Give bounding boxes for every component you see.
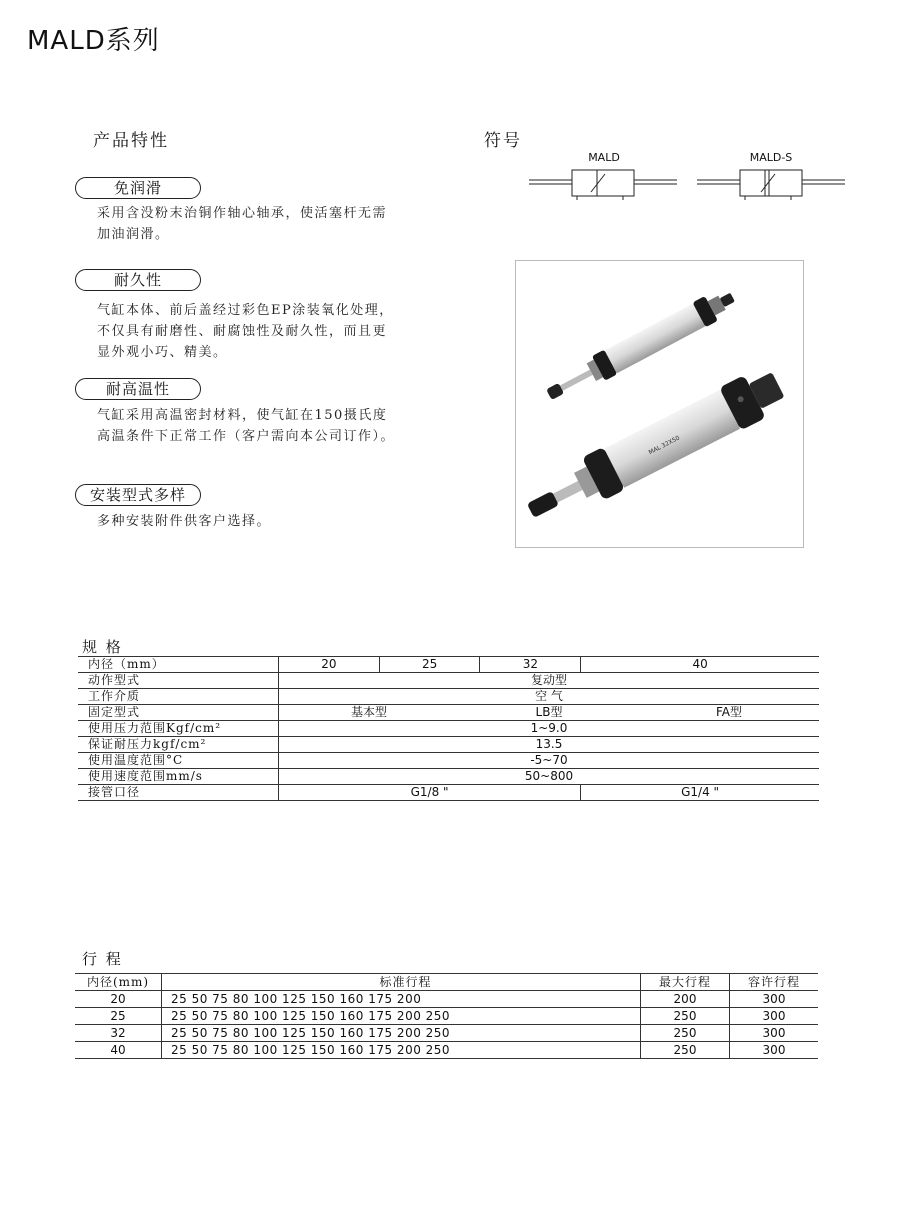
feature-text-durability: 气缸本体、前后盖经过彩色EP涂装氧化处理，不仅具有耐磨性、耐腐蚀性及耐久性，而且更显外观小巧、精美。 bbox=[97, 303, 394, 360]
stroke-standard: 25 50 75 80 100 125 150 160 175 200 250 bbox=[162, 1008, 641, 1025]
stroke-allowable: 300 bbox=[730, 1042, 819, 1059]
spec-bore-cell: 32 bbox=[480, 657, 581, 673]
feature-text-heat-resistance: 气缸采用高温密封材料，使气缸在150摄氏度高温条件下正常工作（客户需向本公司订作）。 bbox=[97, 408, 396, 444]
spec-label: 内径（mm） bbox=[78, 657, 279, 673]
symbols-heading: 符号 bbox=[484, 131, 522, 151]
spec-heading: 规 格 bbox=[82, 638, 123, 656]
table-row bbox=[78, 657, 819, 673]
table-row bbox=[78, 689, 819, 705]
spec-value: FA型 bbox=[715, 705, 742, 719]
stroke-bore: 32 bbox=[75, 1025, 162, 1042]
stroke-allowable: 300 bbox=[730, 1008, 819, 1025]
feature-title-heat-resistance: 耐高温性 bbox=[75, 378, 201, 400]
spec-value: 50~800 bbox=[279, 769, 820, 785]
mald-symbol-diagram bbox=[525, 164, 685, 204]
table-row bbox=[78, 673, 819, 689]
spec-value: -5~70 bbox=[279, 753, 820, 769]
stroke-max: 200 bbox=[641, 991, 730, 1008]
page-title: MALD系列 bbox=[27, 26, 160, 56]
spec-label: 动作型式 bbox=[78, 673, 279, 689]
cylinder-label: MAL 32X50 bbox=[647, 434, 681, 457]
spec-label: 保证耐压力kgf/cm² bbox=[78, 737, 279, 753]
stroke-bore: 20 bbox=[75, 991, 162, 1008]
table-row bbox=[75, 1008, 818, 1025]
feature-title-lubrication-free: 免润滑 bbox=[75, 177, 201, 199]
stroke-bore: 40 bbox=[75, 1042, 162, 1059]
spec-table bbox=[78, 656, 819, 801]
mald-s-symbol-diagram bbox=[693, 164, 853, 204]
stroke-header: 内径(mm) bbox=[75, 974, 162, 991]
table-row bbox=[78, 721, 819, 737]
spec-value: LB型 bbox=[535, 705, 563, 719]
symbol-label-mald-s: MALD-S bbox=[749, 151, 793, 164]
table-row bbox=[78, 737, 819, 753]
stroke-max: 250 bbox=[641, 1042, 730, 1059]
stroke-header: 标准行程 bbox=[162, 974, 641, 991]
table-row bbox=[78, 753, 819, 769]
table-row bbox=[78, 769, 819, 785]
table-row bbox=[75, 1025, 818, 1042]
table-row bbox=[75, 991, 818, 1008]
spec-value: G1/4 " bbox=[581, 785, 819, 801]
spec-value: 基本型 bbox=[350, 705, 387, 719]
spec-bore-cell: 40 bbox=[581, 657, 819, 673]
spec-value: G1/8 " bbox=[279, 785, 581, 801]
feature-title-durability: 耐久性 bbox=[75, 269, 201, 291]
symbol-label-mald: MALD bbox=[588, 151, 620, 164]
product-photo bbox=[515, 260, 804, 548]
table-row bbox=[75, 974, 818, 991]
stroke-bore: 25 bbox=[75, 1008, 162, 1025]
spec-bore-cell: 20 bbox=[279, 657, 380, 673]
feature-title-mounting: 安装型式多样 bbox=[75, 484, 201, 506]
stroke-standard: 25 50 75 80 100 125 150 160 175 200 bbox=[162, 991, 641, 1008]
stroke-allowable: 300 bbox=[730, 991, 819, 1008]
spec-label: 使用压力范围Kgf/cm² bbox=[78, 721, 279, 737]
stroke-max: 250 bbox=[641, 1008, 730, 1025]
spec-value: 1~9.0 bbox=[279, 721, 820, 737]
table-row bbox=[75, 1042, 818, 1059]
features-heading: 产品特性 bbox=[93, 131, 169, 151]
stroke-allowable: 300 bbox=[730, 1025, 819, 1042]
spec-bore-cell: 25 bbox=[379, 657, 480, 673]
spec-label: 工作介质 bbox=[78, 689, 279, 705]
table-row bbox=[78, 785, 819, 801]
stroke-heading: 行 程 bbox=[82, 950, 123, 968]
stroke-header: 最大行程 bbox=[641, 974, 730, 991]
spec-mount-cell bbox=[279, 705, 820, 721]
stroke-table bbox=[75, 973, 818, 1059]
spec-value: 复动型 bbox=[279, 673, 820, 689]
spec-value: 13.5 bbox=[279, 737, 820, 753]
spec-label: 接管口径 bbox=[78, 785, 279, 801]
stroke-max: 250 bbox=[641, 1025, 730, 1042]
table-row bbox=[78, 705, 819, 721]
spec-label: 固定型式 bbox=[78, 705, 279, 721]
stroke-header: 容许行程 bbox=[730, 974, 819, 991]
stroke-standard: 25 50 75 80 100 125 150 160 175 200 250 bbox=[162, 1025, 641, 1042]
feature-text-lubrication-free: 采用含没粉末治铜作轴心轴承，使活塞杆无需加油润滑。 bbox=[97, 206, 388, 242]
spec-label: 使用温度范围°C bbox=[78, 753, 279, 769]
spec-value: 空 气 bbox=[279, 689, 820, 705]
cylinder-illustration bbox=[516, 261, 803, 547]
feature-text-mounting: 多种安装附件供客户选择。 bbox=[97, 514, 272, 529]
spec-label: 使用速度范围mm/s bbox=[78, 769, 279, 785]
stroke-standard: 25 50 75 80 100 125 150 160 175 200 250 bbox=[162, 1042, 641, 1059]
